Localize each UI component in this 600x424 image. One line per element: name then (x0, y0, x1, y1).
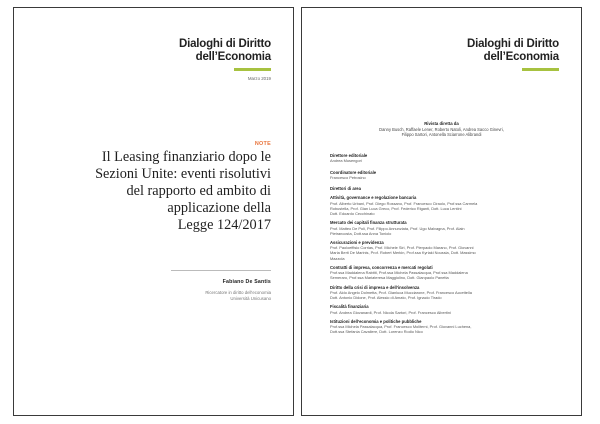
board-section-title: Attività, governance e regolazione bancaria (330, 195, 417, 201)
journal-name-line1: Dialoghi di Diritto (466, 38, 559, 50)
board-member-line: Prof.ssa Maddalena Rabitti, Prof.ssa Michela Passalacqua, Prof.ssa Maddalena (330, 270, 468, 276)
board-section-members (330, 310, 565, 315)
board-section-members (330, 290, 565, 300)
board-section (330, 220, 565, 236)
board-member-line: Pietrancosta, Dott.ssa Anna Toniolo (330, 230, 392, 236)
board-member-line: Robustella, Prof. Gian Luca Greco, Prof. Federico Riganti, Dott. Luca Lentini (330, 205, 462, 211)
journal-logo (467, 38, 559, 64)
editorial-sections (330, 153, 565, 338)
journal-name-line2: dell’Economia (483, 51, 559, 63)
directors-heading: Rivista diretta da (424, 121, 459, 126)
brand-accent-rule (234, 68, 271, 71)
title-line: Il Leasing finanziario dopo le (101, 149, 271, 165)
board-section-title: Direttore editoriale (330, 153, 368, 158)
title-line: Legge 124/2017 (177, 217, 271, 233)
board-member-line: Francesco Petrosino (330, 174, 366, 180)
issue-date: Marzo 2019 (247, 76, 271, 81)
board-member-line: Prof. Alberto Urbani, Prof. Diego Rossano, Prof. Francesco Ciraolo, Prof.ssa Carmela (330, 200, 478, 206)
brand-accent-rule (522, 68, 559, 71)
author-name: Fabiano De Santis (222, 279, 271, 285)
board-section-title: Diritto della crisi di impresa e dell’insolvenza (330, 284, 420, 290)
board-section-members (330, 245, 565, 261)
board-section-members (330, 158, 565, 163)
author-role-line: Ricercatore in diritto dell’economia (205, 290, 271, 295)
board-section (330, 170, 565, 181)
board-section-title: Istituzioni dell’economia e politiche pubbliche (330, 318, 422, 324)
board-member-line: Prof. Andrea Giovanardi, Prof. Nicola Sartori, Prof. Francesco Albertini (330, 309, 451, 315)
author-affiliation (205, 290, 271, 302)
article-cover-page (13, 7, 294, 416)
board-section-title: Mercato dei capitali finanza strutturata (330, 220, 407, 226)
board-section-members (330, 270, 565, 280)
board-section-members (330, 324, 565, 334)
directors-line: Filippo Sartori, Antonella Sciarrone Alibrandi (401, 132, 482, 138)
board-section (330, 319, 565, 335)
journal-logo (179, 38, 271, 64)
title-line: applicazione della (167, 200, 271, 216)
directors-block (302, 121, 581, 138)
board-member-line: Prof. Paoloeffisio Corrias, Prof. Michele Siri, Prof. Pierpaolo Marano, Prof. Giovanni (330, 245, 474, 251)
author-role-line: Università Unicusano (230, 296, 271, 301)
board-section (330, 265, 565, 281)
board-section (330, 240, 565, 261)
author-divider (171, 270, 271, 271)
directors-names (302, 127, 581, 138)
editorial-board-page (301, 7, 582, 416)
board-member-line: Dott. Edoardo Cecchinato (330, 211, 375, 216)
board-section (330, 153, 565, 164)
board-section-title: Direttori di area (330, 186, 361, 191)
title-line: Sezioni Unite: eventi risolutivi (95, 166, 271, 182)
article-title (41, 149, 271, 234)
board-member-line: Dott. Antonio Didone, Prof. Alessio di Amato, Prof. Ignacio Tirado (330, 295, 442, 301)
journal-name-line2: dell’Economia (195, 51, 271, 63)
directors-line: Danny Busch, Raffaele Lener, Roberto Natoli, Andrea Sacco Ginevri, (379, 127, 504, 132)
journal-name-line1: Dialoghi di Diritto (178, 38, 271, 50)
board-section-members (330, 201, 565, 217)
board-section-title: Coordinatore editoriale (330, 169, 377, 175)
board-section-title: Fiscalità finanziaria (330, 304, 369, 310)
board-member-line: Prof.ssa Michela Passalacqua, Prof. Francesco Moliterni, Prof. Giovanni Luchena, (330, 324, 472, 330)
board-member-line: Mazzola (330, 255, 345, 261)
board-section-members (330, 226, 565, 236)
board-member-line: Andrea Musengori (330, 158, 362, 164)
board-section-title: Contratti di impresa, concorrenza e mercati regolati (330, 264, 433, 270)
board-section (330, 285, 565, 301)
board-member-line: Maria Berti De Marinis, Prof. Robert Merkin, Prof.ssa Kyriaki Noussia, Dott. Massimo (330, 250, 476, 256)
board-member-line: Dott.ssa Stefania Cavaliere, Dott. Lorenzo Rodio Nico (330, 329, 423, 335)
board-section-members (330, 175, 565, 180)
board-member-line: Prof. Matteo De Poli, Prof. Filippo Annunziata, Prof. Ugo Malvagna, Prof. Alain (330, 225, 465, 231)
section-label: NOTE (254, 141, 271, 147)
board-section (330, 195, 565, 216)
board-section (330, 304, 565, 315)
board-member-line: Prof. Aldo Angelo Dolmetta, Prof. Gianluca Mucciarone, Prof. Francesco Accettella (330, 289, 472, 295)
board-section-title: Assicurazioni e previdenza (330, 239, 384, 245)
board-member-line: Semeraro, Prof.ssa Mariateresa Maggiolino, Dott. Gianpaolo Panetta (330, 275, 449, 281)
title-line: del rapporto ed ambito di (126, 183, 271, 199)
board-section (330, 186, 565, 191)
